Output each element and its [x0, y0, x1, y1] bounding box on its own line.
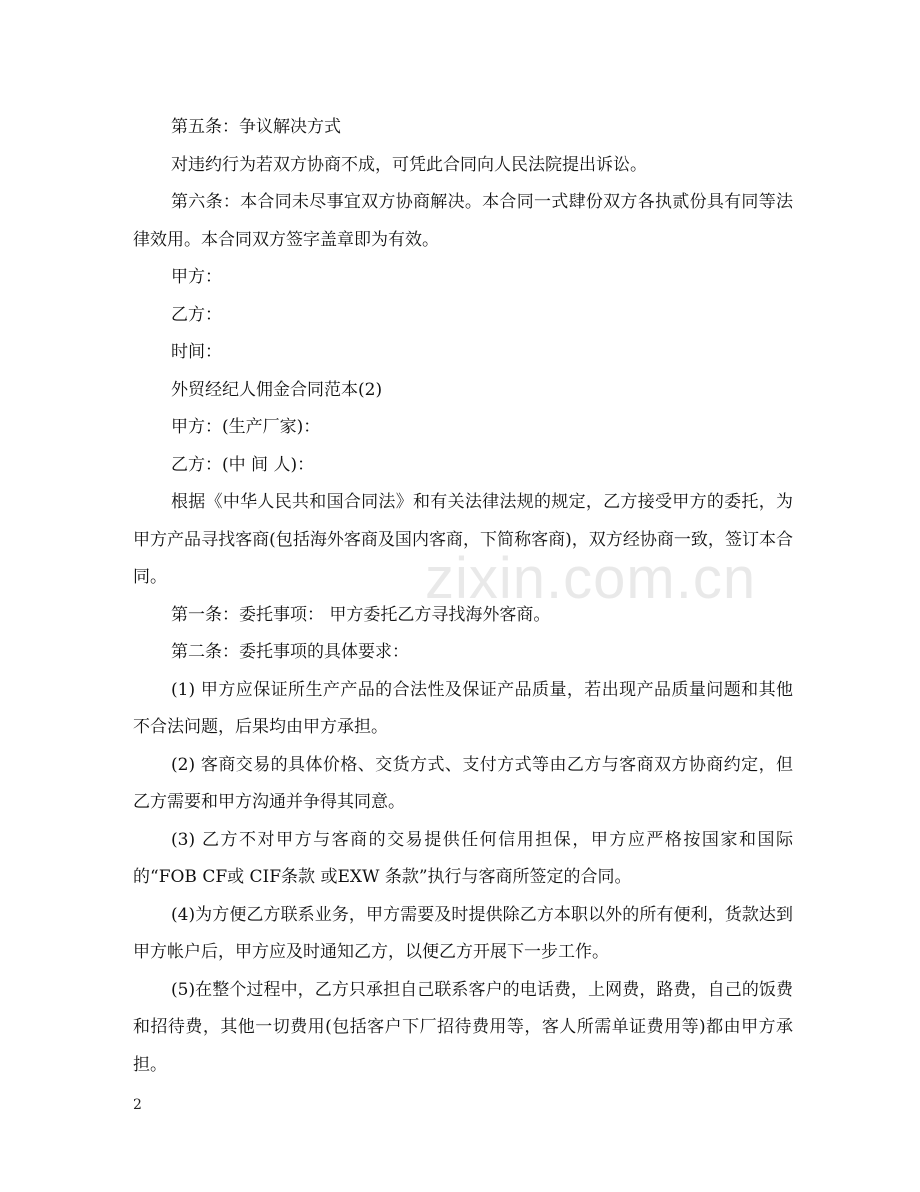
clause-2-item-4: (4)为方便乙方联系业务，甲方需要及时提供除乙方本职以外的所有便利，货款达到甲方帐户后，甲方应及时通知乙方，以便乙方开展下一步工作。 — [133, 904, 793, 962]
paragraph: 对违约行为若双方协商不成，可凭此合同向人民法院提出诉讼。 — [171, 154, 647, 175]
signature-line-party-b: 乙方： — [171, 304, 222, 325]
paragraph: 根据《中华人民共和国合同法》和有关法律法规的规定，乙方接受甲方的委托，为甲方产品寻找客商(包括海外客商及国内客商，下简称客商)，双方经协商一致，签订本合同。 — [133, 492, 793, 587]
clause-2-item-5: (5)在整个过程中，乙方只承担自己联系客户的电话费，上网费，路费，自己的饭费和招待费，其他一切费用(包括客户下厂招待费用等，客人所需单证费用等)都由甲方承担。 — [133, 979, 793, 1075]
party-b-line: 乙方：(中 间 人)： — [171, 454, 315, 475]
clause-2-item-1: (1) 甲方应保证所生产产品的合法性及保证产品质量，若出现产品质量问题和其他不合法问题，后果均由甲方承担。 — [133, 679, 793, 737]
party-a-line: 甲方：(生产厂家)： — [171, 417, 321, 437]
page-number: 2 — [133, 1097, 142, 1113]
watermark-text: zixin.com.cn — [425, 546, 757, 611]
section-title: 外贸经纪人佣金合同范本(2) — [171, 379, 383, 400]
clause-2: 第二条：委托事项的具体要求： — [171, 642, 409, 662]
paragraph: 第六条：本合同未尽事宜双方协商解决。本合同一式肆份双方各执贰份具有同等法律效用。本合同双方签字盖章即为有效。 — [133, 192, 793, 250]
signature-line-date: 时间： — [171, 342, 222, 362]
clause-2-item-3: (3) 乙方不对甲方与客商的交易提供任何信用担保，甲方应严格按国家和国际的“FOB CF或 CIF条款 或EXW 条款”执行与客商所签定的合同。 — [133, 829, 793, 887]
paragraph: 第五条：争议解决方式 — [171, 117, 341, 137]
document-body — [133, 109, 793, 1084]
signature-line-party-a: 甲方： — [171, 267, 222, 287]
clause-2-item-2: (2) 客商交易的具体价格、交货方式、支付方式等由乙方与客商双方协商约定，但乙方需要和甲方沟通并争得其同意。 — [133, 754, 793, 812]
clause-1: 第一条：委托事项： 甲方委托乙方寻找海外客商。 — [171, 604, 551, 625]
